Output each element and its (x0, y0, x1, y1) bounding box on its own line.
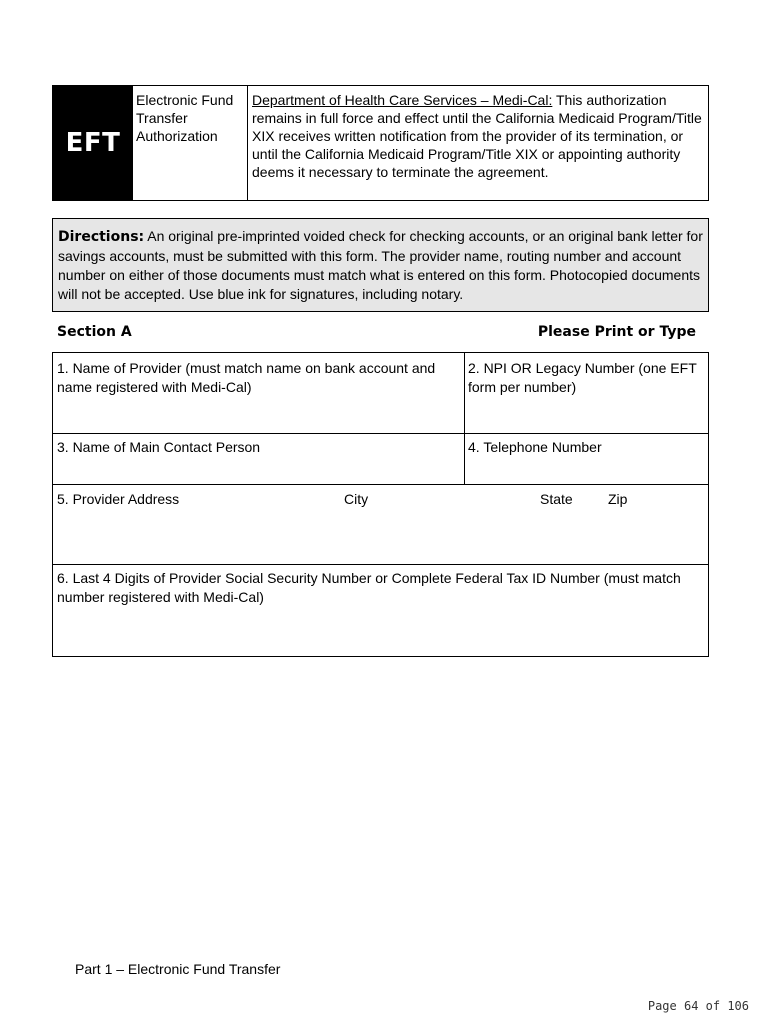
grid-divider (53, 564, 708, 565)
zip-label: Zip (608, 491, 628, 507)
provider-address-field[interactable] (57, 490, 704, 562)
provider-name-field[interactable] (57, 359, 457, 431)
directions-text: An original pre-imprinted voided check for checking accounts, or an original bank letter for savings accounts, must be submitted with this form. The provider name, routing number and account number on either of those documents must match what is entered on this form. Photocopied documents will not be accepted. Use blue ink for signatures, including notary. (58, 228, 703, 302)
form-name-line: Authorization (136, 128, 218, 144)
telephone-field[interactable] (468, 438, 704, 482)
tax-id-field[interactable] (57, 569, 704, 653)
provider-address-label: 5. Provider Address (57, 491, 180, 507)
main-contact-label: 3. Name of Main Contact Person (57, 439, 261, 455)
form-header (52, 85, 709, 201)
state-label: State (540, 491, 573, 507)
city-label: City (344, 491, 369, 507)
page-number: Page 64 of 106 (647, 999, 749, 1013)
main-contact-field[interactable] (57, 438, 457, 482)
form-name-line: Transfer (136, 110, 188, 126)
footer-part-label: Part 1 – Electronic Fund Transfer (75, 961, 281, 977)
authorization-statement (252, 91, 704, 181)
form-name-line: Electronic Fund (136, 92, 234, 108)
header-divider (247, 86, 248, 200)
eft-badge-label: EFT (65, 128, 121, 158)
grid-divider (53, 433, 708, 434)
directions-box (52, 218, 709, 312)
grid-divider (464, 353, 465, 484)
authorization-text: This authorization remains in full force and effect until the California Medicaid Program/Title XIX receives written notification from the provider of its termination, or until the California Medicaid Program/Title XIX or appointing authority deems it necessary to terminate the agreement. (252, 92, 702, 180)
form-name (136, 91, 248, 145)
grid-divider (53, 484, 708, 485)
print-instruction: Please Print or Type (537, 324, 696, 340)
section-title: Section A (57, 324, 132, 340)
telephone-label: 4. Telephone Number (468, 439, 602, 455)
provider-name-label: 1. Name of Provider (must match name on bank account and name registered with Medi-Cal) (57, 360, 436, 395)
department-name: Department of Health Care Services – Medi-Cal: (252, 92, 553, 108)
tax-id-label: 6. Last 4 Digits of Provider Social Security Number or Complete Federal Tax ID Number (must match number registered with Medi-Cal) (57, 570, 681, 605)
section-a-form (52, 352, 709, 657)
npi-number-field[interactable] (468, 359, 704, 431)
eft-badge (53, 86, 133, 200)
directions-label: Directions: (58, 229, 145, 245)
npi-number-label: 2. NPI OR Legacy Number (one EFT form per number) (468, 360, 697, 395)
